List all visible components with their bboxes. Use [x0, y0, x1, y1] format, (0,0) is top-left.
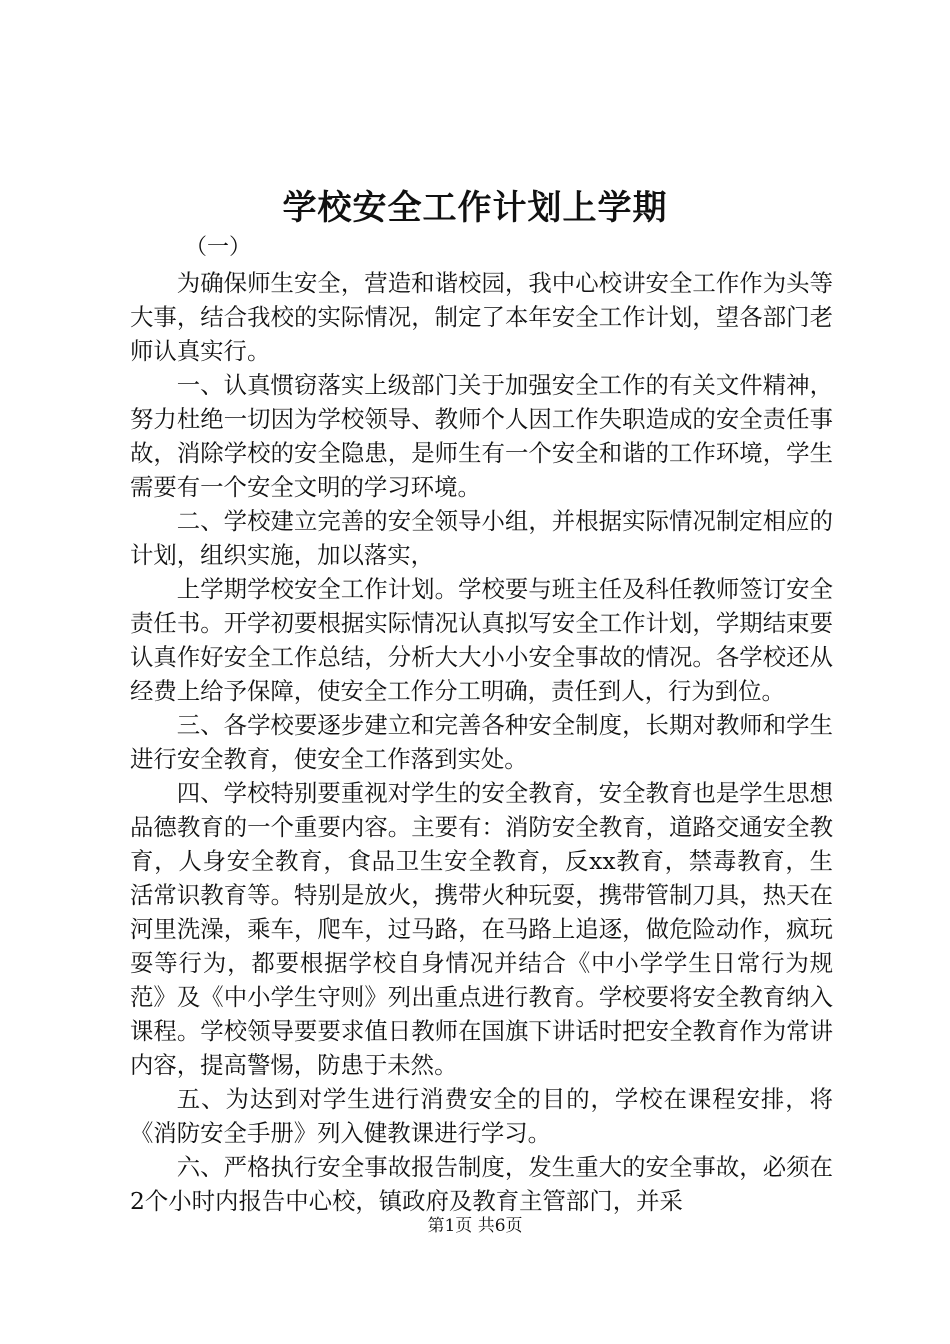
paragraph-item-1: 一、认真惯窃落实上级部门关于加强安全工作的有关文件精神，努力杜绝一切因为学校领导、教师个人因工作失职造成的安全责任事故，消除学校的安全隐患，是师生有一个安全和谐的工作环境，学生需要有一个安全文明的学习环境。: [130, 371, 833, 501]
page-title: 学校安全工作计划上学期: [282, 188, 668, 228]
paragraph-item-4: 四、学校特别要重视对学生的安全教育，安全教育也是学生思想品德教育的一个重要内容。主要有：消防安全教育，道路交通安全教育，人身安全教育，食品卫生安全教育，反xx教育，禁毒教育，生活常识教育等。特别是放火，携带火种玩耍，携带管制刀具，热天在河里洗澡，乘车，爬车，过马路，在马路上追逐，做危险动作，疯玩耍等行为，都要根据学校自身情况并结合《中小学学生日常行为规范》及《中小学生守则》列出重点进行教育。学校要将安全教育纳入课程。学校领导要要求值日教师在国旗下讲话时把安全教育作为常讲内容，提高警惕，防患于未然。: [130, 779, 833, 1079]
paragraph-item-2: 二、学校建立完善的安全领导小组，并根据实际情况制定相应的计划，组织实施，加以落实，: [130, 507, 833, 569]
page-number-footer: 第1页 共6页: [427, 1216, 523, 1236]
document-body: [130, 266, 833, 1218]
section-marker: （一）: [185, 235, 252, 260]
paragraph-item-6: 六、严格执行安全事故报告制度，发生重大的安全事故，必须在2个小时内报告中心校，镇政府及教育主管部门，并采: [130, 1153, 833, 1215]
paragraph-intro: 为确保师生安全，营造和谐校园，我中心校讲安全工作作为头等大事，结合我校的实际情况，制定了本年安全工作计划，望各部门老师认真实行。: [130, 269, 833, 365]
paragraph-item-3: 三、各学校要逐步建立和完善各种安全制度，长期对教师和学生进行安全教育，使安全工作落到实处。: [130, 711, 833, 773]
paragraph-item-5: 五、为达到对学生进行消费安全的目的，学校在课程安排，将《消防安全手册》列入健教课进行学习。: [130, 1085, 833, 1147]
paragraph-item-2-continued: 上学期学校安全工作计划。学校要与班主任及科任教师签订安全责任书。开学初要根据实际情况认真拟写安全工作计划，学期结束要认真作好安全工作总结，分析大大小小安全事故的情况。各学校还从经费上给予保障，使安全工作分工明确，责任到人，行为到位。: [130, 575, 833, 705]
